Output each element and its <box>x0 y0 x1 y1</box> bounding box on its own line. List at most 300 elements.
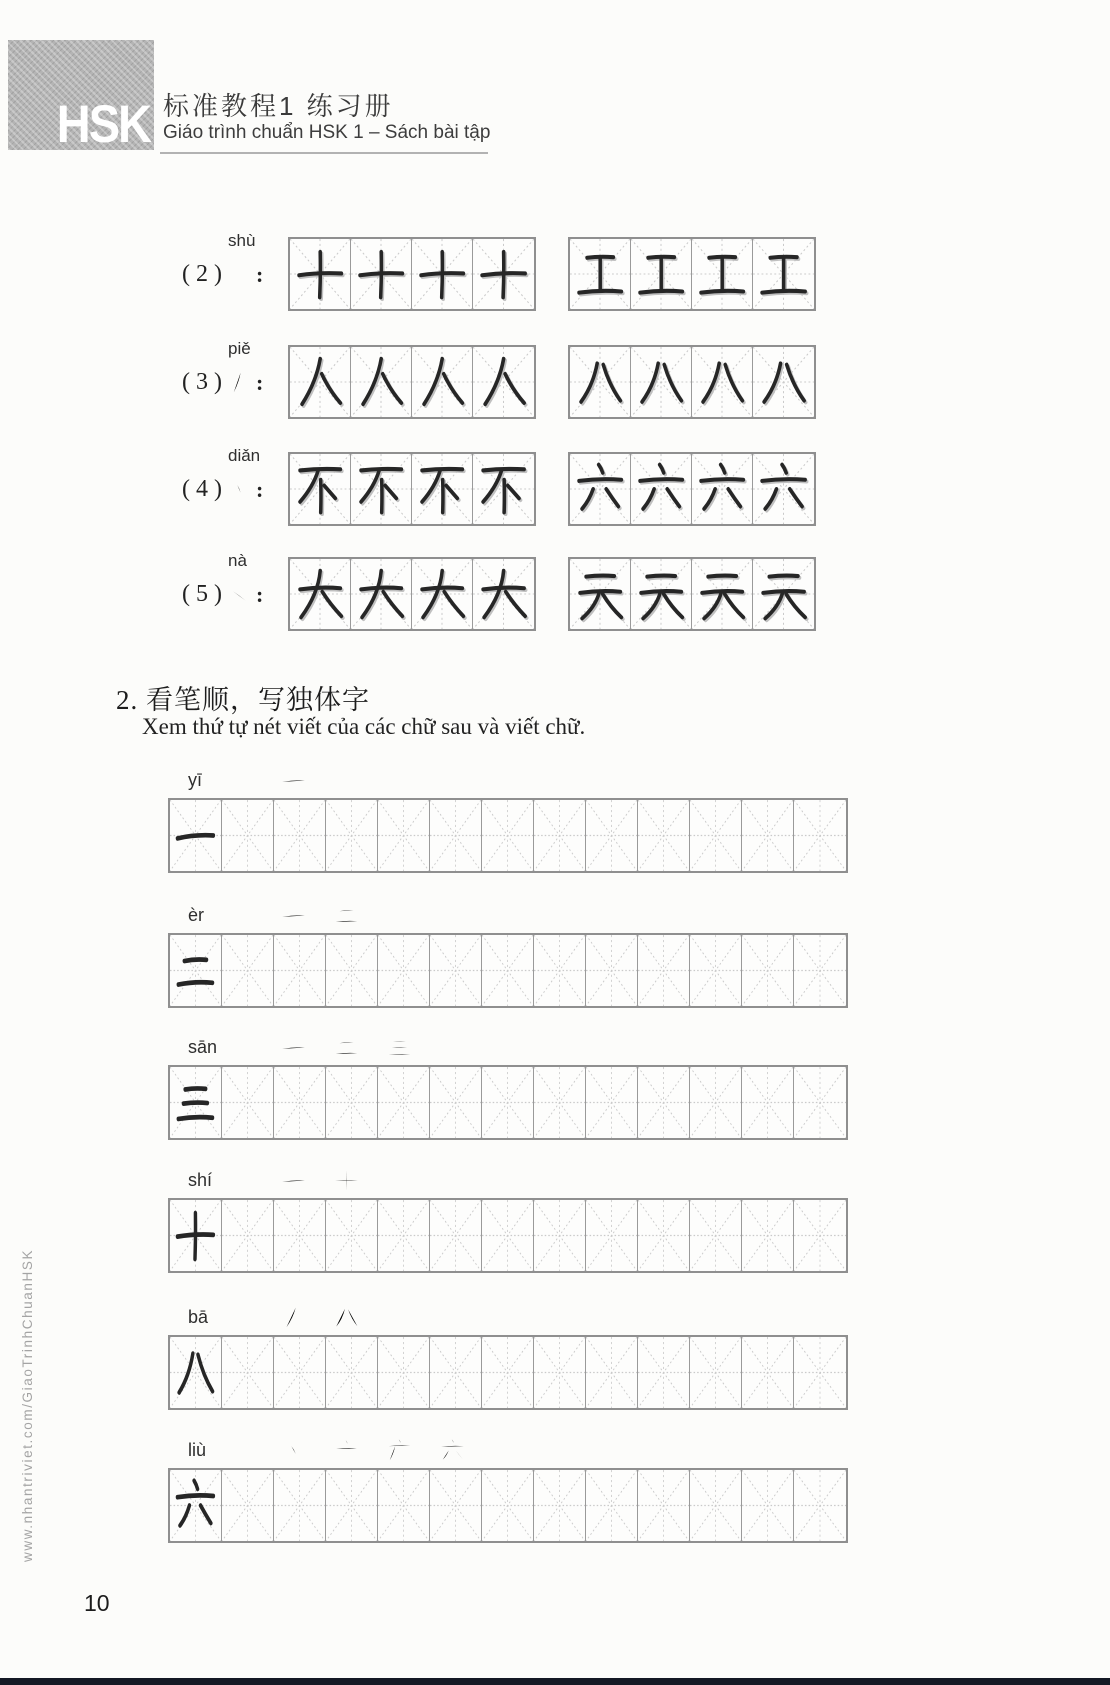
char-glyph <box>575 353 625 411</box>
book-title-chinese: 标准教程1 练习册 <box>163 91 394 121</box>
practice-cell <box>794 1200 846 1271</box>
practice-cell <box>631 559 692 629</box>
practice-cell <box>351 239 412 309</box>
writing-grid <box>168 1065 848 1140</box>
practice-cell <box>753 347 814 417</box>
stroke-row-number: ( 2 ) <box>182 261 222 287</box>
practice-cell <box>326 1200 378 1271</box>
stroke-order-stage <box>280 1304 307 1331</box>
char-glyph <box>439 1437 466 1464</box>
practice-cell <box>412 347 473 417</box>
stroke-row-label <box>182 261 263 288</box>
practice-cell <box>794 1067 846 1138</box>
cell-guides <box>326 1067 377 1138</box>
cell-guides <box>690 1337 741 1408</box>
char-glyph <box>229 261 249 288</box>
stroke-row <box>0 339 1110 415</box>
practice-cell <box>222 1337 274 1408</box>
practice-cell <box>534 1200 586 1271</box>
cell-guides <box>586 1337 637 1408</box>
char-glyph <box>295 460 345 518</box>
trace-grid-right <box>568 557 816 631</box>
cell-guides <box>222 1337 273 1408</box>
stroke-order-stage <box>280 1034 307 1061</box>
practice-cell <box>378 1337 430 1408</box>
practice-cell <box>690 1067 742 1138</box>
practice-cell <box>274 1470 326 1541</box>
practice-cell <box>534 1067 586 1138</box>
stroke-order-stage <box>386 1034 413 1061</box>
practice-cell <box>570 347 631 417</box>
cell-guides <box>274 800 325 871</box>
practice-cell <box>586 935 638 1006</box>
practice-cell <box>378 935 430 1006</box>
practice-cell <box>534 800 586 871</box>
practice-cell <box>170 1067 222 1138</box>
cell-guides <box>326 1470 377 1541</box>
char-glyph <box>356 353 406 411</box>
trace-grid-left <box>288 557 536 631</box>
practice-cell <box>586 1470 638 1541</box>
cell-guides <box>482 1470 533 1541</box>
stroke-row-label <box>182 369 263 396</box>
practice-cell <box>692 347 753 417</box>
char-glyph <box>478 460 529 518</box>
char-glyph <box>333 1304 360 1331</box>
cell-guides <box>222 1470 273 1541</box>
char-glyph <box>295 353 345 411</box>
char-glyph <box>280 902 307 929</box>
practice-cell <box>570 559 631 629</box>
practice-cell <box>586 1200 638 1271</box>
cell-guides <box>534 1200 585 1271</box>
cell-guides <box>378 1470 429 1541</box>
practice-cell <box>351 454 412 524</box>
practice-cell <box>274 1067 326 1138</box>
char-glyph <box>280 1437 307 1464</box>
char-glyph <box>356 245 406 303</box>
cell-guides <box>482 1067 533 1138</box>
char-glyph <box>697 245 747 303</box>
section-2-title-chinese: 看笔顺，写独体字 <box>146 685 370 715</box>
trace-grid-right <box>568 237 816 311</box>
writing-practice-row <box>0 1439 1110 1539</box>
cell-guides <box>378 1067 429 1138</box>
char-glyph <box>575 460 625 518</box>
char-glyph <box>697 460 747 518</box>
cell-guides <box>222 935 273 1006</box>
stroke-order-stage <box>333 1437 360 1464</box>
char-glyph <box>333 1034 360 1061</box>
section-2-heading <box>116 678 370 717</box>
cell-guides <box>638 1470 689 1541</box>
practice-cell <box>222 1470 274 1541</box>
stroke-row <box>0 231 1110 307</box>
cell-guides <box>794 1470 846 1541</box>
cell-guides <box>638 935 689 1006</box>
cell-guides <box>586 800 637 871</box>
practice-cell <box>690 1470 742 1541</box>
practice-cell <box>222 1200 274 1271</box>
trace-grid-right <box>568 452 816 526</box>
practice-row-header <box>188 1165 360 1195</box>
char-glyph <box>478 353 529 411</box>
stroke-order-stage <box>333 1304 360 1331</box>
char-glyph <box>280 1034 307 1061</box>
bottom-scan-edge <box>0 1678 1110 1685</box>
stroke-glyph <box>229 369 249 396</box>
practice-cell <box>170 1470 222 1541</box>
practice-cell <box>794 1470 846 1541</box>
cell-guides <box>430 935 481 1006</box>
practice-cell <box>631 347 692 417</box>
practice-cell <box>326 800 378 871</box>
practice-cell <box>222 935 274 1006</box>
writing-practice-row <box>0 1036 1110 1136</box>
char-glyph <box>174 1206 217 1265</box>
char-glyph <box>636 245 686 303</box>
char-glyph <box>697 565 747 623</box>
cell-guides <box>586 1200 637 1271</box>
section-2-subtitle-vietnamese: Xem thứ tự nét viết của các chữ sau và viết chữ. <box>142 714 586 739</box>
practice-cell <box>534 935 586 1006</box>
char-glyph <box>417 460 467 518</box>
stroke-glyph <box>229 476 249 503</box>
cell-guides <box>378 1337 429 1408</box>
practice-cell <box>570 454 631 524</box>
cell-guides <box>638 1337 689 1408</box>
practice-cell <box>482 1200 534 1271</box>
practice-cell <box>412 454 473 524</box>
practice-cell <box>638 1470 690 1541</box>
stroke-row-label <box>182 581 263 608</box>
practice-cell <box>326 1470 378 1541</box>
cell-guides <box>274 935 325 1006</box>
practice-cell <box>274 1337 326 1408</box>
stroke-row-colon: : <box>255 581 264 607</box>
char-glyph <box>575 565 625 623</box>
char-glyph <box>636 565 686 623</box>
stroke-order-stage <box>333 1167 360 1194</box>
cell-guides <box>742 1337 793 1408</box>
practice-row-header <box>188 1302 360 1332</box>
practice-cell <box>586 800 638 871</box>
char-glyph <box>636 353 686 411</box>
hsk-logo-block <box>8 40 154 154</box>
stroke-order-sequence <box>280 1304 360 1331</box>
cell-guides <box>794 1337 846 1408</box>
trace-grid-left <box>288 237 536 311</box>
char-glyph <box>697 353 747 411</box>
practice-cell <box>222 1067 274 1138</box>
practice-pinyin: sān <box>188 1036 218 1057</box>
practice-cell <box>170 800 222 871</box>
char-glyph <box>174 806 217 865</box>
practice-cell <box>742 1337 794 1408</box>
writing-grid <box>168 933 848 1008</box>
practice-cell <box>326 1067 378 1138</box>
practice-cell <box>753 239 814 309</box>
practice-pinyin: yī <box>188 769 203 790</box>
practice-cell <box>473 454 534 524</box>
stroke-pinyin: nà <box>228 551 247 570</box>
practice-cell <box>430 1470 482 1541</box>
sidebar-watermark-url: www.nhantriviet.com/GiaoTrinhChuanHSK <box>20 1248 35 1562</box>
practice-cell <box>534 1470 586 1541</box>
practice-cell <box>631 454 692 524</box>
practice-cell <box>430 1200 482 1271</box>
stroke-row-colon: : <box>255 261 264 287</box>
practice-cell <box>482 1337 534 1408</box>
writing-grid <box>168 1468 848 1543</box>
char-glyph <box>333 902 360 929</box>
cell-guides <box>430 800 481 871</box>
char-glyph <box>280 1167 307 1194</box>
stroke-order-sequence <box>280 902 360 929</box>
practice-pinyin: shí <box>188 1169 213 1190</box>
practice-cell <box>690 935 742 1006</box>
practice-cell <box>692 239 753 309</box>
char-glyph <box>280 767 307 794</box>
cell-guides <box>274 1337 325 1408</box>
practice-row-header <box>188 1435 466 1465</box>
char-glyph <box>575 245 625 303</box>
stroke-order-stage <box>333 1034 360 1061</box>
cell-guides <box>534 1337 585 1408</box>
stroke-row-label <box>182 476 263 503</box>
cell-guides <box>326 935 377 1006</box>
practice-cell <box>170 1337 222 1408</box>
practice-cell <box>742 800 794 871</box>
char-glyph <box>280 1304 307 1331</box>
practice-cell <box>586 1337 638 1408</box>
practice-cell <box>692 559 753 629</box>
practice-cell <box>638 800 690 871</box>
practice-row-header <box>188 900 360 930</box>
trace-grid-right <box>568 345 816 419</box>
practice-cell <box>482 1470 534 1541</box>
practice-cell <box>351 347 412 417</box>
cell-guides <box>430 1067 481 1138</box>
practice-cell <box>430 935 482 1006</box>
stroke-order-stage <box>280 902 307 929</box>
char-glyph <box>758 565 809 623</box>
char-glyph <box>229 581 249 608</box>
char-glyph <box>229 476 249 503</box>
cell-guides <box>430 1337 481 1408</box>
practice-cell <box>170 935 222 1006</box>
practice-cell <box>412 559 473 629</box>
practice-cell <box>742 1067 794 1138</box>
practice-cell <box>482 935 534 1006</box>
cell-guides <box>378 1200 429 1271</box>
char-glyph <box>333 1437 360 1464</box>
practice-cell <box>692 454 753 524</box>
practice-pinyin: èr <box>188 904 205 925</box>
char-glyph <box>386 1437 413 1464</box>
practice-cell <box>473 239 534 309</box>
practice-cell <box>290 347 351 417</box>
stroke-order-stage <box>333 902 360 929</box>
writing-practice-row <box>0 904 1110 1004</box>
practice-cell <box>274 1200 326 1271</box>
practice-row-header <box>188 765 307 795</box>
char-glyph <box>229 369 249 396</box>
cell-guides <box>534 1470 585 1541</box>
stroke-order-sequence <box>280 767 307 794</box>
stroke-order-sequence <box>280 1034 413 1061</box>
char-glyph <box>174 1073 217 1132</box>
stroke-order-stage <box>280 1167 307 1194</box>
cell-guides <box>742 1067 793 1138</box>
cell-guides <box>482 1337 533 1408</box>
cell-guides <box>482 800 533 871</box>
char-glyph <box>386 1034 413 1061</box>
trace-grid-left <box>288 452 536 526</box>
practice-cell <box>638 1067 690 1138</box>
cell-guides <box>586 935 637 1006</box>
practice-cell <box>222 800 274 871</box>
char-glyph <box>478 245 529 303</box>
cell-guides <box>482 1200 533 1271</box>
practice-cell <box>412 239 473 309</box>
stroke-pinyin: piě <box>228 339 251 358</box>
cell-guides <box>742 1200 793 1271</box>
practice-cell <box>794 935 846 1006</box>
cell-guides <box>534 935 585 1006</box>
writing-grid <box>168 798 848 873</box>
practice-cell <box>638 935 690 1006</box>
cell-guides <box>638 800 689 871</box>
practice-cell <box>326 1337 378 1408</box>
practice-cell <box>570 239 631 309</box>
practice-cell <box>290 559 351 629</box>
practice-pinyin: bā <box>188 1306 209 1327</box>
practice-cell <box>794 800 846 871</box>
char-glyph <box>417 353 467 411</box>
cell-guides <box>742 800 793 871</box>
stroke-pinyin: shù <box>228 231 256 250</box>
practice-cell <box>274 935 326 1006</box>
cell-guides <box>534 800 585 871</box>
practice-cell <box>170 1200 222 1271</box>
cell-guides <box>586 1067 637 1138</box>
cell-guides <box>222 1067 273 1138</box>
stroke-row-number: ( 5 ) <box>182 581 222 607</box>
practice-cell <box>430 1337 482 1408</box>
practice-cell <box>753 454 814 524</box>
stroke-order-stage <box>439 1437 466 1464</box>
practice-cell <box>274 800 326 871</box>
practice-pinyin: liù <box>188 1439 207 1460</box>
cell-guides <box>482 935 533 1006</box>
practice-cell <box>690 1200 742 1271</box>
cell-guides <box>326 1200 377 1271</box>
char-glyph <box>758 245 809 303</box>
cell-guides <box>326 800 377 871</box>
trace-grid-left <box>288 345 536 419</box>
cell-guides <box>378 935 429 1006</box>
practice-cell <box>290 239 351 309</box>
cell-guides <box>586 1470 637 1541</box>
cell-guides <box>378 800 429 871</box>
book-title-vietnamese: Giáo trình chuẩn HSK 1 – Sách bài tập <box>163 122 491 143</box>
writing-practice-row <box>0 769 1110 869</box>
char-glyph <box>356 565 406 623</box>
cell-guides <box>274 1470 325 1541</box>
stroke-order-stage <box>280 767 307 794</box>
cell-guides <box>690 800 741 871</box>
char-glyph <box>174 1476 217 1535</box>
stroke-order-sequence <box>280 1167 360 1194</box>
stroke-glyph <box>229 261 249 288</box>
stroke-row-number: ( 3 ) <box>182 369 222 395</box>
practice-cell <box>586 1067 638 1138</box>
char-glyph <box>478 565 529 623</box>
practice-cell <box>290 454 351 524</box>
practice-cell <box>351 559 412 629</box>
char-glyph <box>417 245 467 303</box>
char-glyph <box>417 565 467 623</box>
header-divider <box>160 152 488 154</box>
cell-guides <box>690 1200 741 1271</box>
page-number: 10 <box>84 1590 110 1616</box>
char-glyph <box>333 1167 360 1194</box>
cell-guides <box>222 1200 273 1271</box>
practice-cell <box>638 1200 690 1271</box>
practice-cell <box>378 1200 430 1271</box>
cell-guides <box>534 1067 585 1138</box>
cell-guides <box>794 1200 846 1271</box>
cell-guides <box>274 1067 325 1138</box>
practice-cell <box>430 800 482 871</box>
stroke-row-number: ( 4 ) <box>182 476 222 502</box>
practice-cell <box>690 1337 742 1408</box>
practice-cell <box>473 559 534 629</box>
cell-guides <box>690 1470 741 1541</box>
stroke-row <box>0 551 1110 627</box>
cell-guides <box>638 1067 689 1138</box>
cell-guides <box>690 1067 741 1138</box>
section-2-number: 2. <box>116 685 139 715</box>
hsk-logo: HSK <box>56 94 150 154</box>
practice-cell <box>794 1337 846 1408</box>
char-glyph <box>758 353 809 411</box>
practice-cell <box>742 1470 794 1541</box>
practice-cell <box>473 347 534 417</box>
practice-cell <box>690 800 742 871</box>
stroke-order-stage <box>386 1437 413 1464</box>
stroke-glyph <box>229 581 249 608</box>
writing-grid <box>168 1335 848 1410</box>
practice-cell <box>742 935 794 1006</box>
char-glyph <box>174 941 217 1000</box>
stroke-row <box>0 446 1110 522</box>
writing-practice-row <box>0 1169 1110 1269</box>
practice-cell <box>631 239 692 309</box>
cell-guides <box>742 1470 793 1541</box>
char-glyph <box>295 245 345 303</box>
cell-guides <box>794 935 846 1006</box>
practice-cell <box>430 1067 482 1138</box>
stroke-order-sequence <box>280 1437 466 1464</box>
cell-guides <box>742 935 793 1006</box>
cell-guides <box>222 800 273 871</box>
stroke-order-stage <box>280 1437 307 1464</box>
stroke-row-colon: : <box>255 369 264 395</box>
cell-guides <box>274 1200 325 1271</box>
cell-guides <box>638 1200 689 1271</box>
